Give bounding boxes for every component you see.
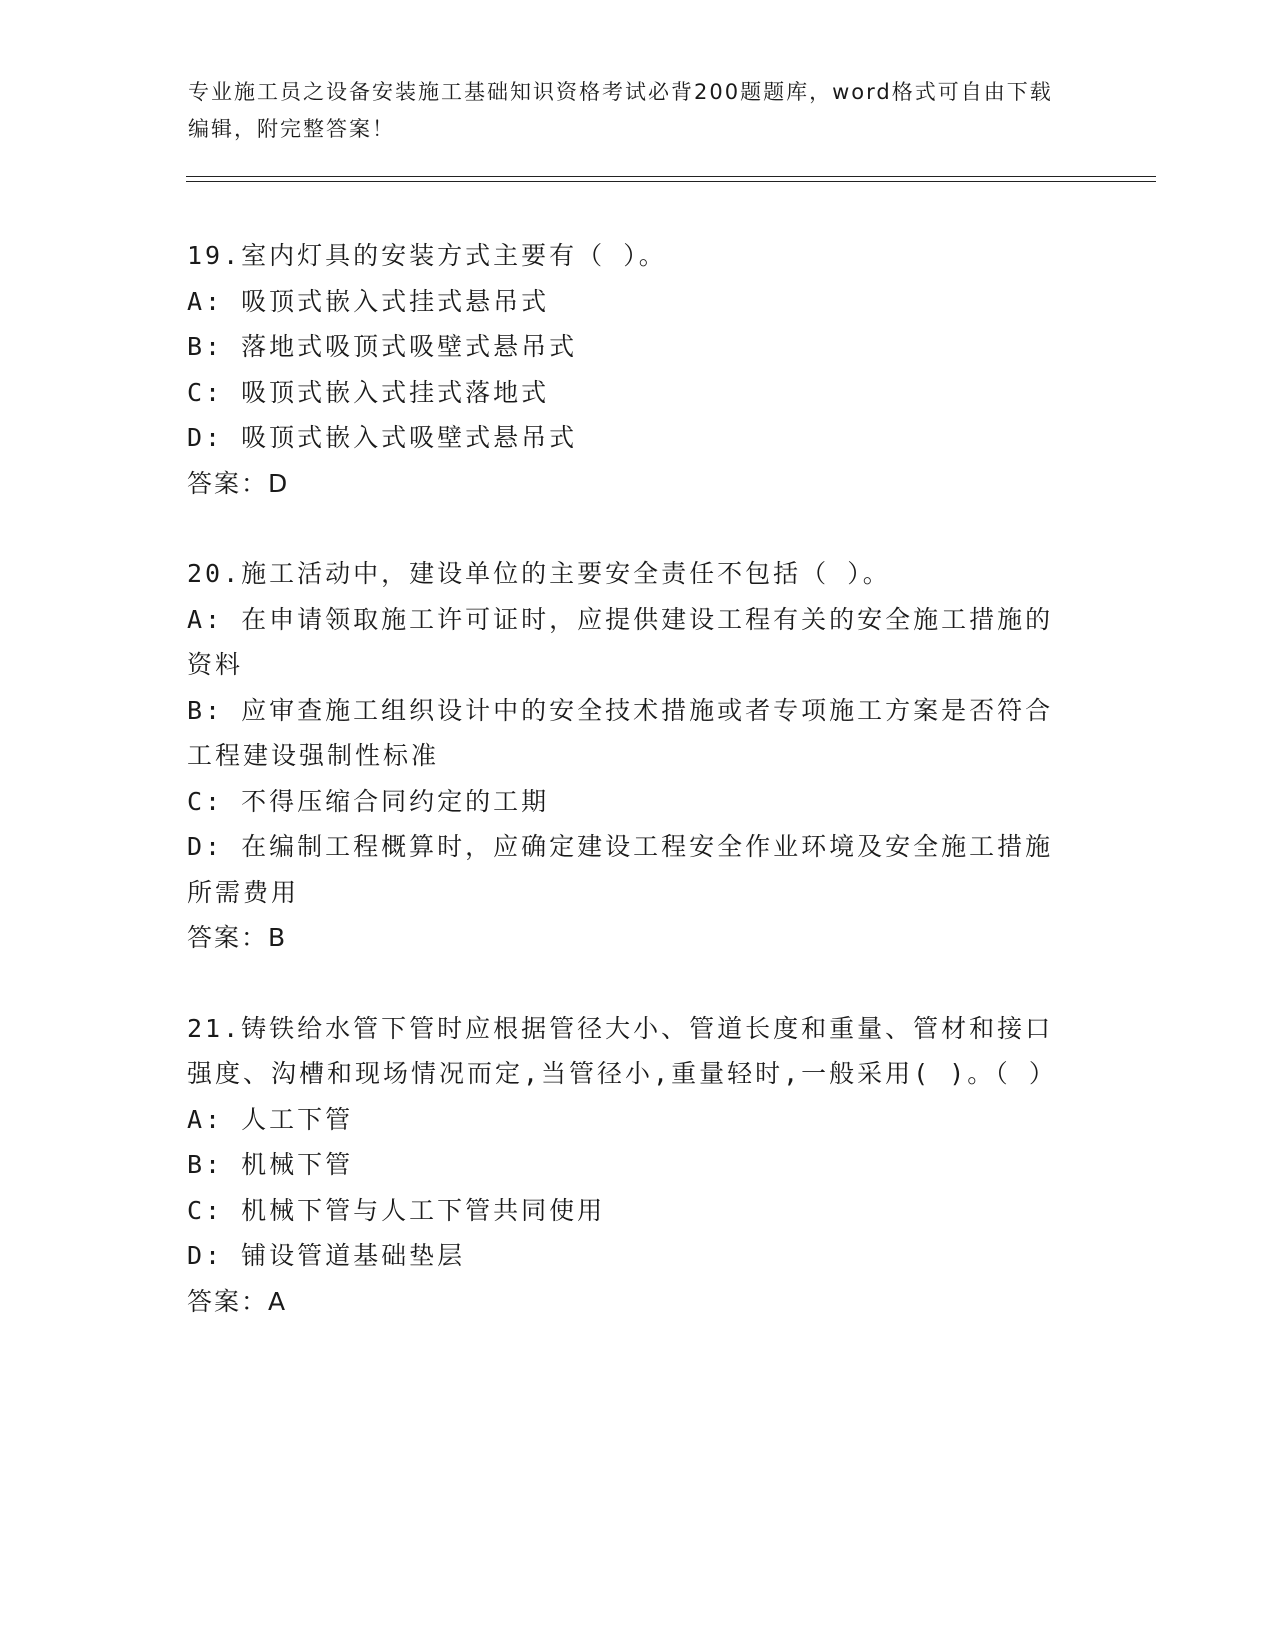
option-c: C: 不得压缩合同约定的工期 [187,786,550,816]
question-20 [187,551,1077,961]
answer: 答案：B [187,923,288,952]
question-stem: 19.室内灯具的安装方式主要有（ ）。 [187,241,667,270]
header-divider-thick [186,176,1156,177]
header-text: 专业施工员之设备安装施工基础知识资格考试必背200题题库，word格式可自由下载编辑，附完整答案！ [188,80,1053,141]
question-list [187,233,1077,1324]
option-b: B: 落地式吸顶式吸壁式悬吊式 [187,332,578,361]
option-d: D: 吸顶式嵌入式吸壁式悬吊式 [187,423,578,452]
option-c: C: 机械下管与人工下管共同使用 [187,1195,606,1225]
answer: 答案：D [187,468,290,498]
option-c: C: 吸顶式嵌入式挂式落地式 [187,377,550,407]
question-21 [187,1006,1077,1325]
option-a: A: 吸顶式嵌入式挂式悬吊式 [187,286,550,316]
question-stem: 20.施工活动中，建设单位的主要安全责任不包括（ ）。 [187,559,891,588]
answer: 答案：A [187,1286,288,1316]
option-a: A: 在申请领取施工许可证时，应提供建设工程有关的安全施工措施的资料 [187,604,1054,679]
document-header [188,74,1068,148]
question-19 [187,233,1077,506]
option-d: D: 在编制工程概算时，应确定建设工程安全作业环境及安全施工措施所需费用 [187,832,1054,907]
question-stem: 21.铸铁给水管下管时应根据管径大小、管道长度和重量、管材和接口强度、沟槽和现场情况而定,当管径小,重量轻时,一般采用( )。（ ） [187,1013,1057,1088]
option-b: B: 应审查施工组织设计中的安全技术措施或者专项施工方案是否符合工程建设强制性标准 [187,695,1054,770]
option-d: D: 铺设管道基础垫层 [187,1241,466,1270]
option-b: B: 机械下管 [187,1150,354,1179]
option-a: A: 人工下管 [187,1104,354,1134]
header-divider-thin [186,181,1156,182]
